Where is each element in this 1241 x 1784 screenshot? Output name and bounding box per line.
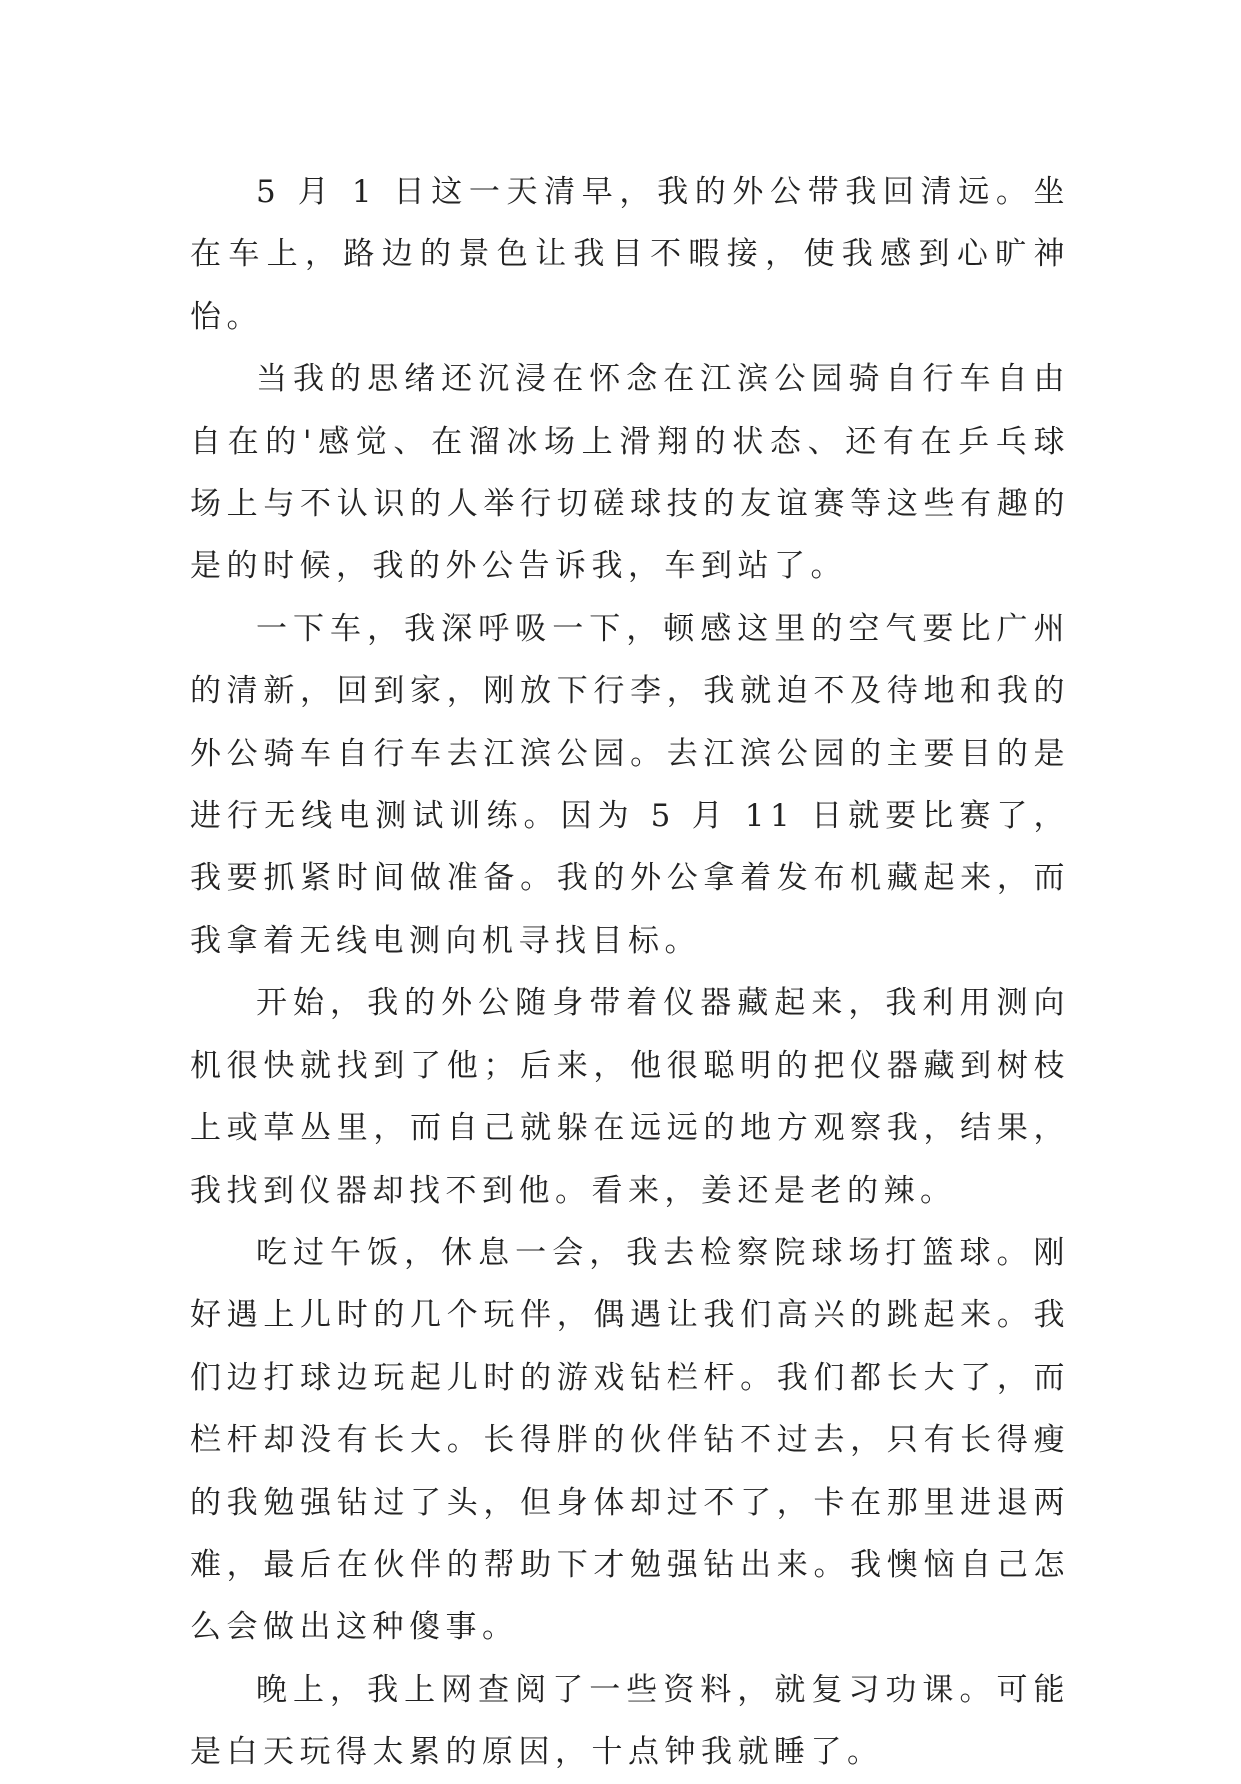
paragraph-5: 吃过午饭，休息一会，我去检察院球场打篮球。刚好遇上儿时的几个玩伴，偶遇让我们高兴的跳起来。我们边打球边玩起儿时的游戏钻栏杆。我们都长大了，而栏杆却没有长大。长得胖的伙伴钻不过去，只有长得瘦的我勉强钻过了头，但身体却过不了，卡在那里进退两难，最后在伙伴的帮助下才勉强钻出来。我懊恼自己怎么会做出这种傻事。	[190, 1234, 1070, 1646]
paragraph-1: 5 月 1 日这一天清早，我的外公带我回清远。坐在车上，路边的景色让我目不暇接，使我感到心旷神怡。	[190, 174, 1070, 335]
document-body	[190, 161, 1070, 1784]
paragraph-6: 晚上，我上网查阅了一些资料，就复习功课。可能是白天玩得太累的原因，十点钟我就睡了。	[190, 1671, 1070, 1771]
paragraph-3: 一下车，我深呼吸一下，顿感这里的空气要比广州的清新，回到家，刚放下行李，我就迫不及待地和我的外公骑车自行车去江滨公园。去江滨公园的主要目的是进行无线电测试训练。因为 5 月 11 日就要比赛了，我要抓紧时间做准备。我的外公拿着发布机藏起来，而我拿着无线电测向机寻找目标。	[190, 610, 1070, 959]
paragraph-4: 开始，我的外公随身带着仪器藏起来，我利用测向机很快就找到了他；后来，他很聪明的把仪器藏到树枝上或草丛里，而自己就躲在远远的地方观察我，结果，我找到仪器却找不到他。看来，姜还是老的辣。	[190, 985, 1070, 1209]
paragraph-2: 当我的思绪还沉浸在怀念在江滨公园骑自行车自由自在的'感觉、在溜冰场上滑翔的状态、还有在乒乓球场上与不认识的人举行切磋球技的友谊赛等这些有趣的是的时候，我的外公告诉我，车到站了。	[190, 361, 1070, 585]
